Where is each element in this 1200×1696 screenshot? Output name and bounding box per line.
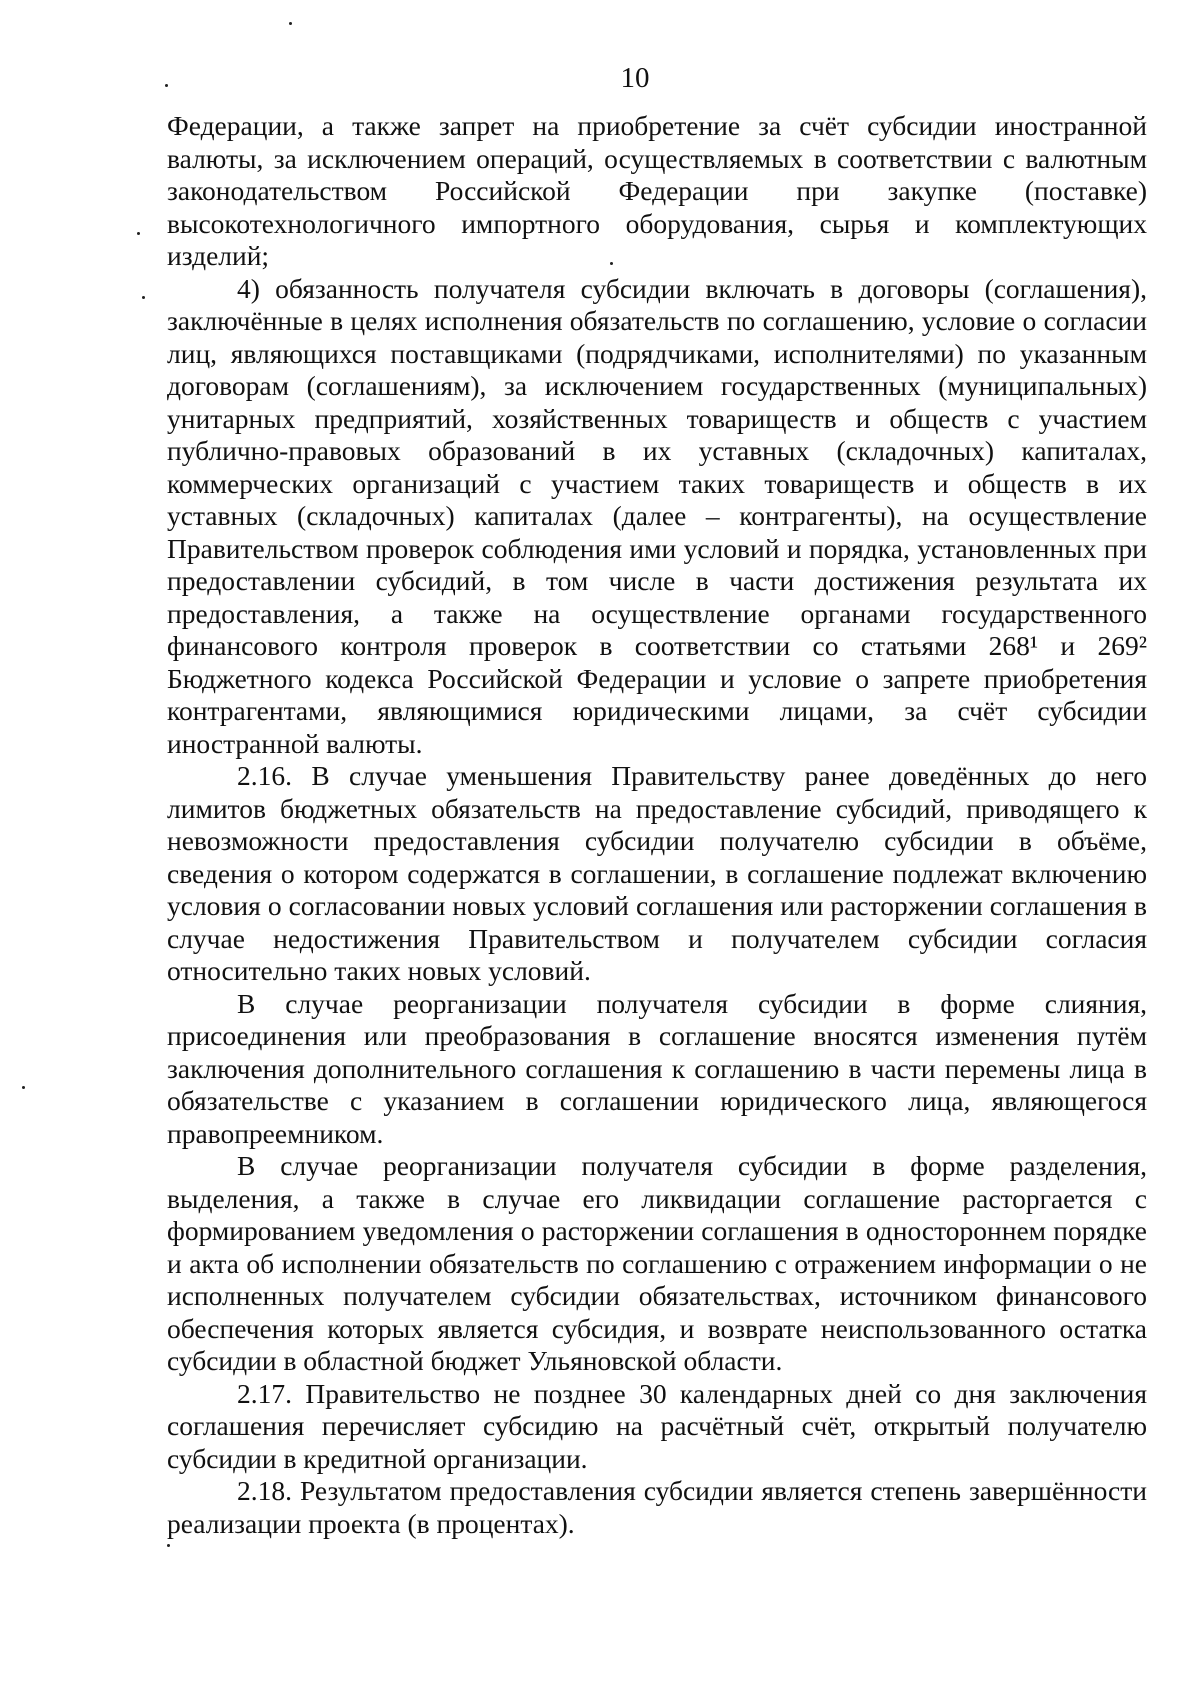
- paragraph-text: 2.17. Правительство не позднее 30 календарных дней со дня заключения соглашения перечисляет субсидию на расчётный счёт, открытый получателю субсидии в кредитной организации.: [167, 1377, 1147, 1474]
- scan-speck: [22, 1086, 25, 1089]
- paragraph-text: В случае реорганизации получателя субсидии в форме разделения, выделения, а также в случае его ликвидации соглашение расторгается с формированием уведомления о расторжении соглашения в одностороннем порядке и акта об исполнении обязательств по соглашению с отражением информации о не исполненных получателем субсидии обязательствах, источником финансового обеспечения которых является субсидия, и возврате неиспользованного остатка субсидии в областной бюджет Ульяновской области.: [167, 1150, 1147, 1376]
- scan-speck: [289, 22, 292, 25]
- scan-speck: [167, 1544, 170, 1547]
- paragraph-5: [167, 1150, 1147, 1378]
- paragraph-3: [167, 760, 1147, 988]
- paragraph-text: 4) обязанность получателя субсидии включать в договоры (соглашения), заключённые в целях исполнения обязательств по соглашению, условие о согласии лиц, являющихся поставщиками (подрядчиками, исполнителями) по указанным договорам (соглашениям), за исключением государственных (муниципальных) унитарных предприятий, хозяйственных товариществ и обществ с участием публично-правовых образований в их уставных (складочных) капиталах, коммерческих организаций с участием таких товариществ и обществ в их уставных (складочных) капиталах (далее – контрагенты), на осуществление Правительством проверок соблюдения ими условий и порядка, установленных при предоставлении субсидий, в том числе в части достижения результата их предоставления, а также на осуществление органами государственного финансового контроля проверок в соответствии со статьями 268¹ и 269² Бюджетного кодекса Российской Федерации и условие о запрете приобретения контрагентами, являющимися юридическими лицами, за счёт субсидии иностранной валюты.: [167, 272, 1147, 759]
- paragraph-text: В случае реорганизации получателя субсидии в форме слияния, присоединения или преобразования в соглашение вносятся изменения путём заключения дополнительного соглашения к соглашению в части перемены лица в обязательстве с указанием в соглашении юридического лица, являющегося правопреемником.: [167, 987, 1147, 1149]
- paragraph-4: [167, 988, 1147, 1151]
- paragraph-2: [167, 273, 1147, 761]
- paragraph-7: [167, 1475, 1147, 1540]
- scan-speck: [610, 262, 613, 265]
- paragraph-text: Федерации, а также запрет на приобретение за счёт субсидии иностранной валюты, за исключением операций, осуществляемых в соответствии с валютным законодательством Российской Федерации при закупке (поставке) высокотехнологичного импортного оборудования, сырья и комплектующих изделий;: [167, 110, 1147, 271]
- paragraph-6: [167, 1378, 1147, 1476]
- paragraph-text: 2.18. Результатом предоставления субсидии является степень завершённости реализации проекта (в процентах).: [167, 1475, 1147, 1539]
- scan-speck: [142, 296, 145, 299]
- paragraph-1: [167, 110, 1147, 273]
- scan-speck: [165, 84, 168, 87]
- scan-speck: [137, 232, 140, 235]
- paragraph-text: 2.16. В случае уменьшения Правительству ранее доведённых до него лимитов бюджетных обязательств на предоставление субсидий, приводящего к невозможности предоставления субсидии получателю субсидии в объёме, сведения о котором содержатся в соглашении, в соглашение подлежат включению условия о согласовании новых условий соглашения или расторжении соглашения в случае недостижения Правительством и получателем субсидии согласия относительно таких новых условий.: [167, 760, 1147, 986]
- document-body: [167, 110, 1147, 1540]
- page-number: 10: [620, 62, 650, 94]
